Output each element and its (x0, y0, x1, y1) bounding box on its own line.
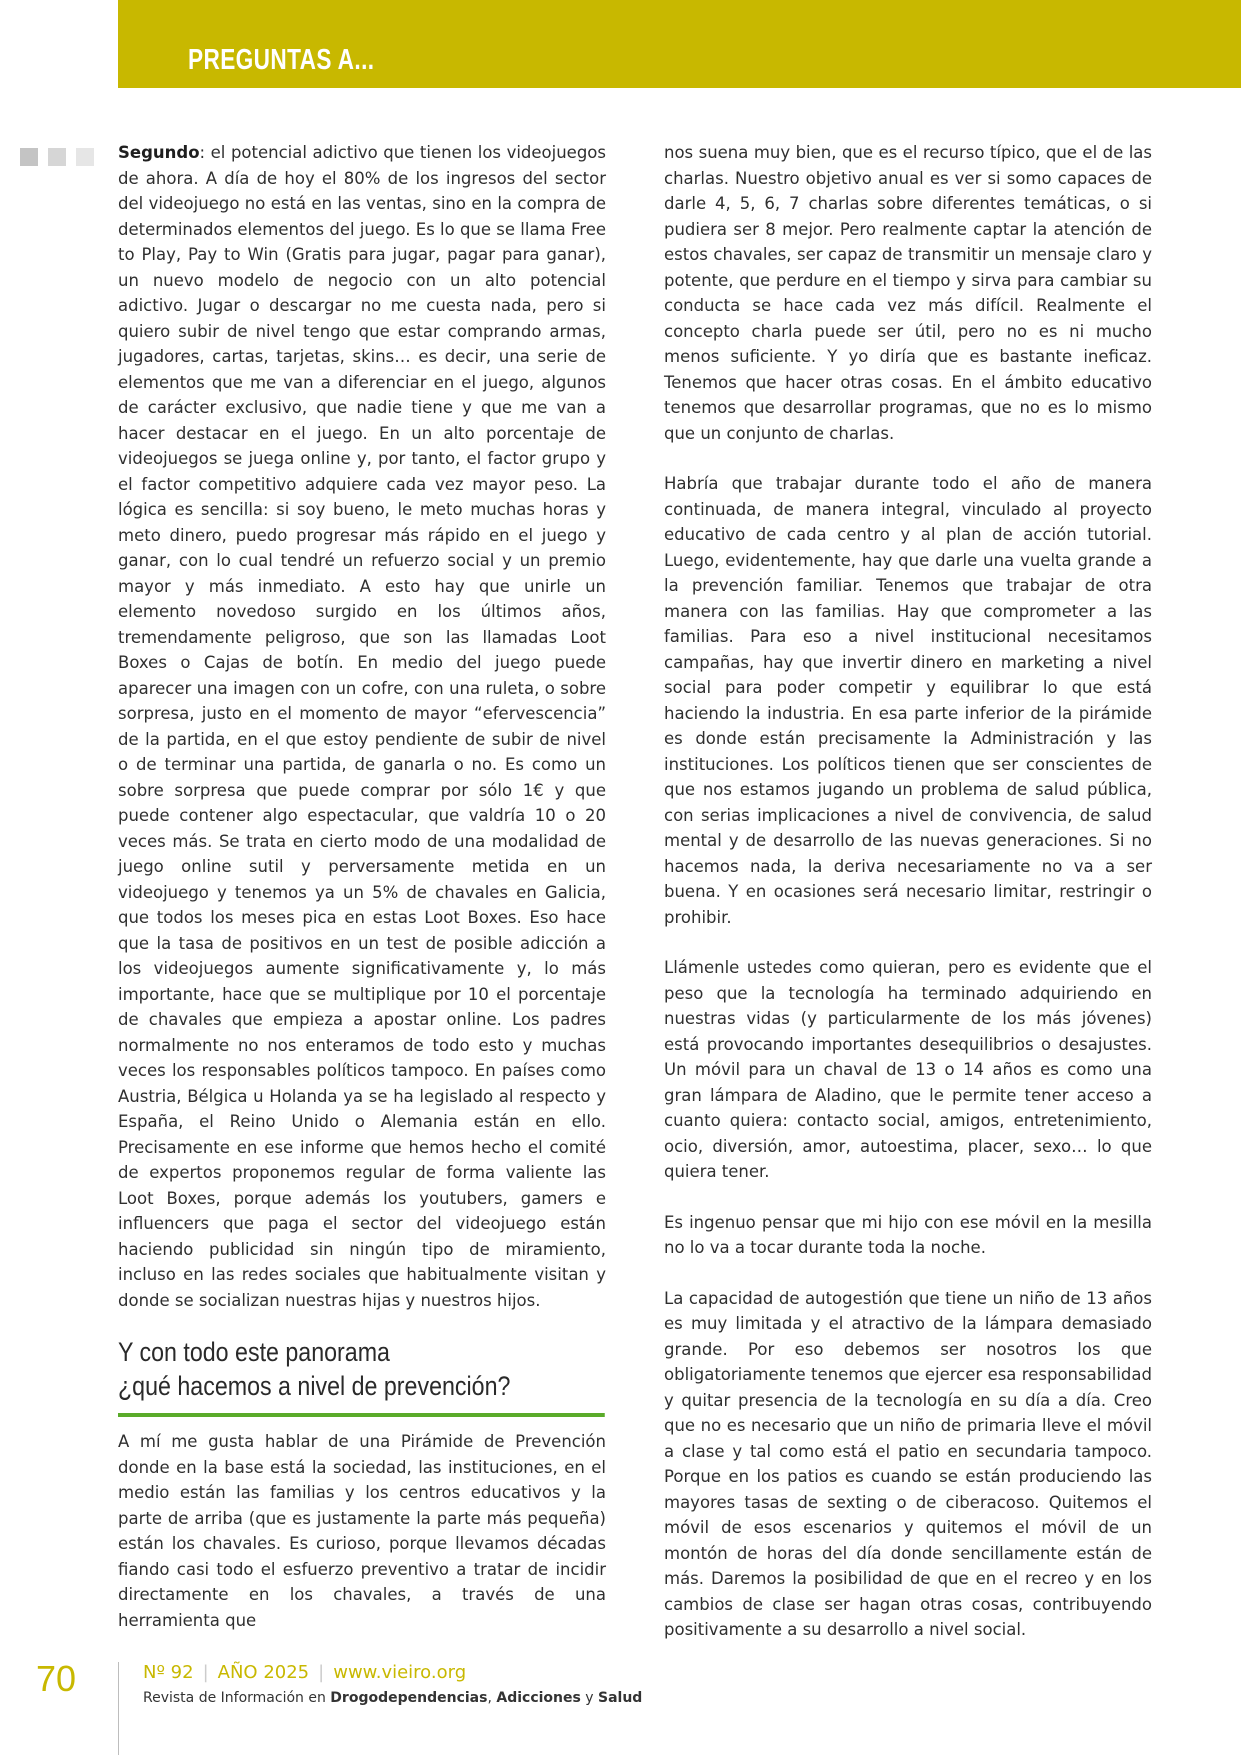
section-title: PREGUNTAS A... (188, 44, 375, 76)
footer-divider (118, 1662, 119, 1755)
paragraph: La capacidad de autogestión que tiene un niño de 13 años es muy limitada y el atractivo de la lámpara demasiado grande. Por eso debemos ser nosotros los que obligatoriamente tenemos que ejercer esa responsabilidad y quitar presencia de la tecnología en su día a día. Creo que no es necesario que un niño de primaria lleve el móvil a clase y tal como está el patio en secundaria tampoco. Porque en los patios es cuando se están produciendo las mayores tasas de sexting o de ciberacoso. Quitemos el móvil de esos escenarios y quitemos el móvil de un montón de horas del día donde sencillamente están de más. Daremos la posibilidad de que en el recreo y en los cambios de clase ser hagan otras cosas, contribuyendo positivamente a su desarrollo a nivel social. (664, 1288, 1152, 1639)
paragraph: Es ingenuo pensar que mi hijo con ese móvil en la mesilla no lo va a tocar durante toda la noche. (664, 1212, 1152, 1257)
footer-subtitle (143, 1690, 642, 1706)
separator: | (202, 1662, 209, 1683)
paragraph: nos suena muy bien, que es el recurso típico, que el de las charlas. Nuestro objetivo anual es ver si somo capaces de darle 4, 5, 6, 7 charlas sobre diferentes temáticas, o si pudiera ser 8 mejor. Pero realmente captar la atención de estos chavales, ser capaz de transmitir un mensaje claro y potente, que perdure en el tiempo y sirva para cambiar su conducta se hace cada vez más difícil. Realmente el concepto charla puede ser útil, pero no es ni mucho menos suficiente. Y yo diría que es bastante ineficaz. Tenemos que hacer otras cosas. En el ámbito educativo tenemos que desarrollar programas, que no es lo mismo que un conjunto de charlas. (664, 143, 1152, 443)
subtitle-bold: Salud (598, 1690, 643, 1706)
separator: | (318, 1662, 325, 1683)
square-icon (76, 148, 94, 166)
subtitle-bold: Adicciones (496, 1690, 581, 1706)
subtitle-text: , (487, 1690, 497, 1706)
subtitle-text: y (580, 1690, 599, 1706)
intro-paragraph (118, 140, 606, 1313)
intro-bold-lead: Segundo (118, 143, 200, 162)
square-icon (20, 148, 38, 166)
answer-paragraph: A mí me gusta hablar de una Pirámide de Prevención donde en la base está la sociedad, las instituciones, en el medio están las familias y los centros educativos y la parte de arriba (que es justamente la parte más pequeña) están los chavales. Es curioso, porque llevamos décadas fiando casi todo el esfuerzo preventivo a tratar de incidir directamente en los chavales, a través de una herramienta que (118, 1432, 606, 1630)
website-link[interactable]: www.vieiro.org (333, 1662, 467, 1683)
right-column (664, 140, 1152, 1643)
heading-line-1: Y con todo este panorama (118, 1337, 390, 1367)
subtitle-bold: Drogodependencias (330, 1690, 488, 1706)
issue-number: Nº 92 (143, 1662, 194, 1683)
issue-year: AÑO 2025 (217, 1662, 310, 1683)
paragraph: Habría que trabajar durante todo el año de manera continuada, de manera integral, vinculado al proyecto educativo de cada centro y al plan de acción tutorial. Luego, evidentemente, hay que darle una vuelta grande a la prevención familiar. Tenemos que trabajar de otra manera con las familias. Hay que comprometer a las familias. Para eso a nivel institucional necesitamos campañas, hay que invertir dinero en marketing a nivel social para poder competir y equilibrar lo que está haciendo la industria. En esa parte inferior de la pirámide es donde están precisamente la Administración y las instituciones. Los políticos tienen que ser conscientes de que nos estamos jugando un problema de salud pública, con serias implicaciones a nivel de convivencia, de salud mental y de desarrollo de las nuevas generaciones. Si no hacemos nada, la deriva necesariamente no va a ser buena. Y en ocasiones será necesario limitar, restringir o prohibir. (664, 474, 1152, 927)
footer-issue-line (143, 1662, 466, 1683)
square-icon (48, 148, 66, 166)
intro-text: : el potencial adictivo que tienen los videojuegos de ahora. A día de hoy el 80% de los ingresos del sector del videojuego no está en las ventas, sino en la compra de determinados elementos del juego. Es lo que se llama Free to Play, Pay to Win (Gratis para jugar, pagar para ganar), un nuevo modelo de negocio con un alto potencial adictivo. Jugar o descargar no me cuesta nada, pero si quiero subir de nivel tengo que estar comprando armas, jugadores, cartas, tarjetas, skins… es decir, una serie de elementos que me van a diferenciar en el juego, algunos de carácter exclusivo, que nadie tiene y que me van a hacer destacar en el juego. En un alto porcentaje de videojuegos se juega online y, por tanto, el factor grupo y el factor competitivo adquiere cada vez mayor peso. La lógica es sencilla: si soy bueno, le meto muchas horas y meto dinero, puedo progresar más rápido en el juego y ganar, con lo cual tendré un refuerzo social y un premio mayor y más inmediato. A esto hay que unirle un elemento novedoso surgido en los últimos años, tremendamente peligroso, que son las llamadas Loot Boxes o Cajas de botín. En medio del juego puede aparecer una imagen con un cofre, con una ruleta, o sobre sorpresa, justo en el momento de mayor “efervescencia” de la partida, en el que estoy pendiente de subir de nivel o de terminar una partida, de ganarla o no. Es como un sobre sorpresa que puede comprar por sólo 1€ y que puede contener algo espectacular, que valdría 10 o 20 veces más. Se trata en cierto modo de una modalidad de juego online sutil y perversamente metida en un videojuego y tenemos ya un 5% de chavales en Galicia, que todos los meses pica en estas Loot Boxes. Eso hace que la tasa de positivos en un test de posible adicción a los videojuegos aumente significativamente y, lo más importante, hace que se multiplique por 10 el porcentaje de chavales que empieza a apostar online. Los padres normalmente no nos enteramos de todo esto y muchas veces los responsables políticos tampoco. En países como Austria, Bélgica u Holanda ya se ha legislado al respecto y España, el Reino Unido o Alemania están en ello. Precisamente en ese informe que hemos hecho el comité de expertos proponemos regular de forma valiente las Loot Boxes, porque además los youtubers, gamers e influencers que paga el sector del videojuego están haciendo publicidad sin ningún tipo de miramiento, incluso en las redes sociales que habitualmente visitan y donde se socializan nuestras hijas y nuestros hijos. (118, 143, 606, 1310)
section-heading (118, 1335, 605, 1417)
subtitle-text: Revista de Información en (143, 1690, 331, 1706)
page-number: 70 (36, 1658, 77, 1699)
left-column (118, 140, 606, 1658)
heading-line-2: ¿qué hacemos a nivel de prevención? (118, 1371, 511, 1401)
paragraph: Llámenle ustedes como quieran, pero es evidente que el peso que la tecnología ha terminado adquiriendo en nuestras vidas (y particularmente de los más jóvenes) está provocando importantes desequilibrios o desajustes. Un móvil para un chaval de 13 o 14 años es como una gran lámpara de Aladino, que le permite tener acceso a cuanto quiera: contacto social, amigos, entretenimiento, ocio, diversión, amor, autoestima, placer, sexo… lo que quiera tener. (664, 958, 1152, 1181)
